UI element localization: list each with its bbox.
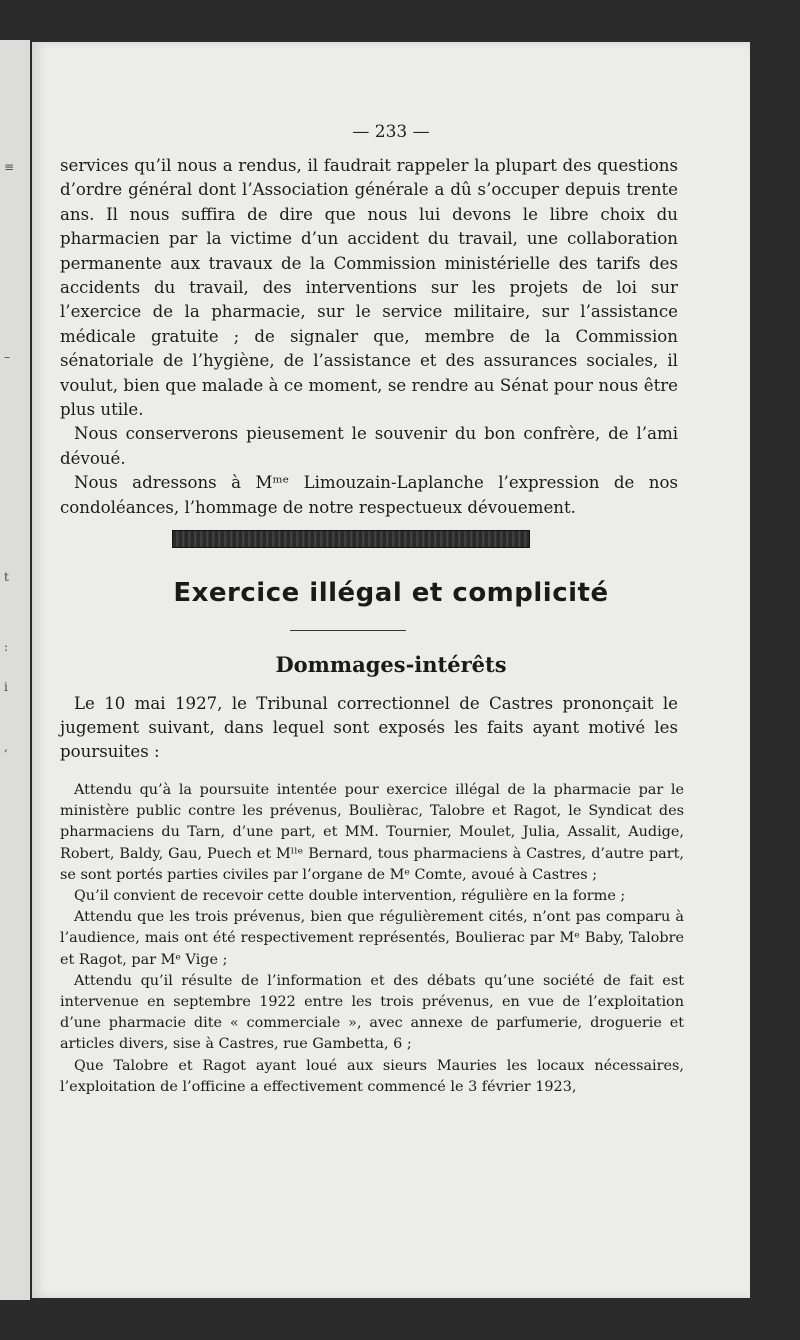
facing-page-mark: ≡ <box>4 160 15 174</box>
facing-page-mark: – <box>4 350 10 364</box>
intro-paragraph: services qu’il nous a rendus, il faudrait rappeler la plupart des questions d’ordre général dont l’Association générale a dû s’occuper depuis trente ans. Il nous suffira de dire que nous lui devons le libre choix du pharmacien par la victime d’un accident du travail, une collaboration permanente aux travaux de la Commission ministérielle des tarifs des accidents du travail, des interventions sur les projets de loi sur l’exercice de la pharmacie, sur le service militaire, sur l’assistance médicale gratuite ; de signaler que, membre de la Commission sénatoriale de l’hygiène, de l’assistance et des assurances sociales, il voulut, bien que malade à ce moment, se rendre au Sénat pour nous être plus utile. <box>60 156 678 420</box>
section-subtitle: Dommages-intérêts <box>275 652 507 677</box>
document-page <box>32 42 750 1298</box>
judgment-paragraph: Qu’il convient de recevoir cette double intervention, régulière en la forme ; <box>74 888 626 905</box>
facing-page-edge <box>0 40 30 1300</box>
page-number: — 233 — <box>352 122 430 142</box>
intro-paragraph: Nous adressons à Mᵐᵉ Limouzain-Laplanche l’expression de nos condoléances, l’hommage de notre respectueux dévouement. <box>60 473 678 517</box>
facing-page-mark: t <box>4 570 9 584</box>
intro-paragraph: Nous conserverons pieusement le souvenir du bon confrère, de l’ami dévoué. <box>60 424 678 468</box>
judgment-paragraph: Que Talobre et Ragot ayant loué aux sieurs Mauries les locaux nécessaires, l’exploitation de l’officine a effectivement commencé le 3 février 1923, <box>60 1057 684 1095</box>
judgment-paragraph: Attendu qu’à la poursuite intentée pour exercice illégal de la pharmacie par le ministère public contre les prévenus, Boulièrac, Talobre et Ragot, le Syndicat des pharmaciens du Tarn, d’une part, et MM. Tournier, Moulet, Julia, Assalit, Audige, Robert, Baldy, Gau, Puech et Mˡˡᵉ Bernard, tous pharmaciens à Castres, d’autre part, se sont portés parties civiles par l’organe de Mᵉ Comte, avoué à Castres ; <box>60 782 684 883</box>
facing-page-mark: , <box>4 740 8 754</box>
judgment-text <box>60 780 684 1098</box>
facing-page-mark: i <box>4 680 8 694</box>
section-title: Exercice illégal et complicité <box>173 578 609 608</box>
facing-page-mark: : <box>4 640 9 654</box>
judgment-paragraph: Attendu que les trois prévenus, bien que régulièrement cités, n’ont pas comparu à l’audience, mais ont été respectivement représentés, Boulierac par Mᵉ Baby, Talobre et Ragot, par Mᵉ Vige ; <box>60 909 684 968</box>
body-intro-paragraph: Le 10 mai 1927, le Tribunal correctionnel de Castres prononçait le jugement suivant, dans lequel sont exposés les faits ayant motivé les poursuites : <box>60 694 678 761</box>
judgment-paragraph: Attendu qu’il résulte de l’information et des débats qu’une société de fait est intervenue en septembre 1922 entre les trois prévenus, en vue de l’exploitation d’une pharmacie dite « commerciale », avec annexe de parfumerie, droguerie et articles divers, sise à Castres, rue Gambetta, 6 ; <box>60 972 684 1053</box>
intro-text <box>60 154 678 520</box>
section-separator-bar <box>172 530 530 548</box>
title-rule <box>290 630 406 631</box>
